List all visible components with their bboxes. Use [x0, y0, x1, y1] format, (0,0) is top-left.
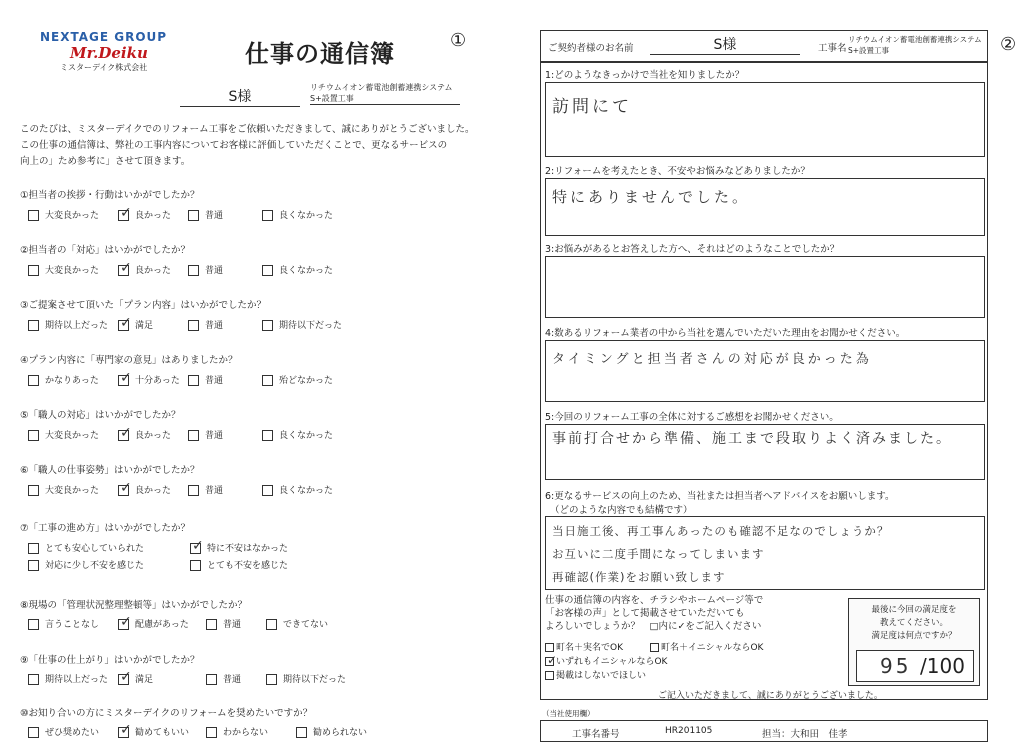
check-mark-icon: ✓ — [192, 538, 204, 554]
option — [118, 722, 190, 738]
option — [118, 315, 154, 331]
option — [28, 483, 99, 496]
check-mark-icon: ✓ — [120, 315, 132, 331]
intro-line: この仕事の通信簿は、弊社の工事内容についてお客様に評価していただくことで、更なるサービスの — [20, 140, 448, 151]
option — [188, 318, 223, 331]
option — [118, 614, 189, 630]
checkbox[interactable] — [545, 671, 554, 680]
project-name: リチウムイオン蓄電池創蓄連携システムS+設置工事 — [310, 82, 460, 105]
check-mark-icon: ✓ — [120, 370, 132, 386]
thanks-text: ご記入いただきまして、誠にありがとうございました。 — [658, 691, 883, 701]
option-label: 勧められない — [313, 728, 368, 738]
option-label: 殆どなかった — [279, 376, 334, 386]
q5-label: 5:今回のリフォーム工事の全体に対するご感想をお聞かせください。 — [545, 412, 839, 423]
checkbox[interactable] — [188, 320, 199, 331]
satisfaction-label — [852, 604, 976, 643]
checkbox[interactable] — [190, 538, 204, 554]
q1-answer: 訪問にて — [552, 97, 632, 117]
option — [188, 208, 223, 221]
intro-line: このたびは、ミスターデイクでのリフォーム工事をご依頼いただきまして、誠にありがとうございました。 — [20, 124, 475, 135]
option — [262, 318, 342, 331]
question-label: ⑧現場の「管理状況整理整頓等」はいかがでしたか？ — [20, 600, 248, 611]
option-label: 大変良かった — [45, 486, 100, 496]
page-number-1: ① — [450, 30, 467, 51]
option-label: 大変良かった — [45, 211, 100, 221]
option — [206, 672, 241, 685]
checkbox[interactable] — [118, 260, 132, 276]
office-use-label: （当社使用欄） — [542, 709, 595, 718]
option-label: 良かった — [135, 266, 172, 276]
option-label: 普通 — [205, 486, 224, 496]
right-customer-name: S様 — [650, 34, 800, 55]
checkbox[interactable] — [262, 320, 273, 331]
checkbox[interactable] — [28, 560, 39, 571]
option-label: わからない — [223, 728, 269, 738]
checkbox[interactable] — [262, 375, 273, 386]
score-value: 95 — [880, 654, 912, 678]
checkbox[interactable] — [188, 430, 199, 441]
checkbox[interactable] — [28, 619, 39, 630]
checkbox[interactable] — [188, 485, 199, 496]
checkbox[interactable] — [545, 653, 558, 667]
question-label: ⑥「職人の仕事姿勢」はいかがでしたか？ — [20, 465, 200, 476]
q4-label: 4:数あるリフォーム業者の中から当社を選んでいただいた理由をお聞かせください。 — [545, 328, 906, 339]
nextage-logo: NEXTAGE GROUP — [40, 30, 168, 44]
intro-line: 向上の」ため参考に」させて頂きます。 — [20, 156, 191, 167]
checkbox[interactable] — [206, 727, 217, 738]
check-mark-icon: ✓ — [120, 205, 132, 221]
option — [28, 541, 144, 554]
checkbox[interactable] — [262, 485, 273, 496]
check-mark-icon: ✓ — [120, 260, 132, 276]
check-mark-icon: ✓ — [120, 425, 132, 441]
checkbox[interactable] — [545, 643, 554, 652]
option — [188, 428, 223, 441]
checkbox[interactable] — [118, 480, 132, 496]
checkbox[interactable] — [266, 619, 277, 630]
staff-name: 担当：大和田 佳孝 — [762, 729, 848, 740]
intro-text — [20, 122, 474, 170]
option-label: 期待以上だった — [45, 675, 109, 685]
page-number-2: ② — [1000, 34, 1017, 55]
question-label: ⑦「工事の進め方」はいかがでしたか？ — [20, 523, 191, 534]
option — [190, 538, 289, 554]
q4-answer: タイミングと担当者さんの対応が良かった為 — [552, 352, 872, 367]
question-label: ⑤「職人の対応」はいかがでしたか？ — [20, 410, 181, 421]
option-label: 良くなかった — [279, 266, 334, 276]
option-label: 良くなかった — [279, 431, 334, 441]
checkbox[interactable] — [28, 320, 39, 331]
option-label: ぜひ奨めたい — [45, 728, 100, 738]
option-label: 満足 — [135, 675, 154, 685]
checkbox[interactable] — [28, 430, 39, 441]
checkbox[interactable] — [190, 560, 201, 571]
check-mark-icon: ✓ — [120, 669, 132, 685]
option-label: 普通 — [223, 675, 242, 685]
option — [266, 617, 328, 630]
satisfaction-line: 教えてください。 — [879, 618, 948, 628]
checkbox[interactable] — [188, 375, 199, 386]
question-label: ③ご提案させて頂いた「プラン内容」はいかがでしたか？ — [20, 300, 267, 311]
option-label: 良くなかった — [279, 211, 334, 221]
checkbox[interactable] — [206, 674, 217, 685]
satisfaction-line: 最後に今回の満足度を — [871, 605, 957, 615]
checkbox[interactable] — [118, 370, 132, 386]
option — [118, 205, 172, 221]
q6-answer-line: 当日施工後、再工事んあったのも確認不足なのでしょうか？ — [552, 524, 890, 538]
checkbox[interactable] — [188, 210, 199, 221]
checkbox[interactable] — [118, 205, 132, 221]
question-label: ⑩お知り合いの方にミスターデイクのリフォームを奨めたいですか？ — [20, 708, 313, 719]
option-label: とても安心していられた — [45, 544, 145, 554]
publish-option — [545, 668, 646, 681]
publish-option — [545, 640, 623, 653]
publish-line: よろしいでしょうか？ □内に✓をご記入ください — [545, 621, 762, 632]
checkbox[interactable] — [28, 727, 39, 738]
question-label: ⑨「仕事の仕上がり」はいかがでしたか？ — [20, 655, 200, 666]
checkbox[interactable] — [28, 375, 39, 386]
publish-option — [650, 640, 763, 653]
q6-note: （どのような内容でも結構です） — [550, 505, 693, 516]
publish-option — [545, 654, 667, 667]
work-label: 工事名 — [818, 43, 847, 54]
checkbox[interactable] — [262, 265, 273, 276]
option — [262, 373, 333, 386]
publish-line: 「お客様の声」として掲載させていただいても — [545, 608, 745, 619]
option-label: 普通 — [205, 266, 224, 276]
question-label: ①担当者の挨拶・行動はいかがでしたか？ — [20, 190, 200, 201]
option — [206, 617, 241, 630]
option-label: かなりあった — [45, 376, 99, 386]
q3-label: 3:お悩みがあるとお答えした方へ、それはどのようなことでしたか？ — [545, 244, 840, 255]
option-label: 普通 — [223, 620, 242, 630]
option-label: 良かった — [135, 486, 172, 496]
option — [28, 208, 99, 221]
q6-label: 6:更なるサービスの向上のため、当社または担当者へアドバイスをお願いします。 — [545, 491, 895, 502]
option — [118, 425, 172, 441]
option — [188, 483, 223, 496]
checkbox[interactable] — [118, 425, 132, 441]
question-label: ②担当者の「対応」はいかがでしたか？ — [20, 245, 191, 256]
option-label: 配慮があった — [135, 620, 189, 630]
checkbox[interactable] — [28, 210, 39, 221]
option-label: 言うことなし — [45, 620, 100, 630]
option-label: 十分あった — [135, 376, 180, 386]
company-name: ミスターデイク株式会社 — [60, 63, 148, 72]
option-label: 特に不安はなかった — [207, 544, 289, 554]
q2-label: 2:リフォームを考えたとき、不安やお悩みなどありましたか？ — [545, 166, 810, 177]
option — [118, 260, 172, 276]
option-label: 良くなかった — [279, 486, 334, 496]
option — [28, 672, 108, 685]
option — [262, 483, 333, 496]
q5-answer: 事前打合せから準備、施工まで段取りよく済みました。 — [552, 431, 952, 447]
option-label: 普通 — [205, 376, 224, 386]
option — [262, 428, 333, 441]
checkbox[interactable] — [206, 619, 217, 630]
option — [28, 617, 99, 630]
publish-line: 仕事の通信簿の内容を、チラシやホームページ等で — [545, 595, 764, 606]
option — [28, 558, 144, 571]
option-label: 期待以上だった — [45, 321, 109, 331]
checkbox[interactable] — [28, 265, 39, 276]
option — [262, 208, 333, 221]
score-max: /100 — [920, 654, 965, 678]
work-number-label: 工事名番号 — [572, 729, 620, 740]
checkbox[interactable] — [118, 614, 132, 630]
checkbox[interactable] — [262, 210, 273, 221]
checkbox[interactable] — [266, 674, 277, 685]
option-label: 満足 — [135, 321, 154, 331]
option-label: 期待以下だった — [279, 321, 343, 331]
check-mark-icon: ✓ — [547, 653, 558, 667]
satisfaction-line: 満足度は何点ですか？ — [871, 631, 957, 641]
option-label: 普通 — [205, 211, 224, 221]
checkbox[interactable] — [118, 315, 132, 331]
check-mark-icon: ✓ — [120, 722, 132, 738]
checkbox[interactable] — [118, 669, 132, 685]
customer-name: S様 — [180, 86, 300, 107]
checkbox[interactable] — [28, 674, 39, 685]
option-label: とても不安を感じた — [207, 561, 289, 571]
option — [262, 263, 333, 276]
q6-answer — [552, 520, 889, 589]
option — [188, 373, 223, 386]
name-label: ご契約者様のお名前 — [548, 43, 634, 54]
option — [188, 263, 223, 276]
option-label: 良かった — [135, 431, 172, 441]
option-label: 大変良かった — [45, 266, 100, 276]
q6-answer-line: お互いに二度手間になってしまいます — [552, 547, 765, 561]
option — [28, 318, 108, 331]
option — [28, 725, 99, 738]
option-label: 普通 — [205, 431, 224, 441]
q6-answer-line: 再確認(作業)をお願い致します — [552, 570, 726, 584]
publish-option-label: 町名＋実名でOK — [556, 643, 623, 653]
option-label: 普通 — [205, 321, 224, 331]
option-label: 大変良かった — [45, 431, 100, 441]
publish-question — [545, 594, 763, 633]
checkbox[interactable] — [28, 543, 39, 554]
option — [206, 725, 268, 738]
checkbox[interactable] — [262, 430, 273, 441]
work-number-value: HR201105 — [665, 726, 713, 736]
option — [190, 558, 288, 571]
option — [266, 672, 346, 685]
publish-option-label: 掲載はしないでほしい — [556, 671, 647, 681]
checkbox[interactable] — [118, 722, 132, 738]
option — [28, 263, 99, 276]
option-label: 期待以下だった — [283, 675, 347, 685]
page-title: 仕事の通信簿 — [245, 40, 395, 68]
q1-label: 1:どのようなきっかけで当社を知りましたか？ — [545, 70, 745, 81]
option-label: 良かった — [135, 211, 172, 221]
option — [118, 669, 154, 685]
option — [28, 373, 99, 386]
question-label: ④プラン内容に「専門家の意見」はありましたか？ — [20, 355, 238, 366]
option-label: できてない — [283, 620, 329, 630]
checkbox[interactable] — [28, 485, 39, 496]
option — [296, 725, 367, 738]
brand-logo: Mr.Deiku — [70, 44, 148, 62]
q3-answer-box — [545, 256, 985, 318]
checkbox[interactable] — [650, 643, 659, 652]
checkbox[interactable] — [188, 265, 199, 276]
option — [118, 480, 172, 496]
checkbox[interactable] — [296, 727, 307, 738]
check-mark-icon: ✓ — [120, 480, 132, 496]
option-label: 勧めてもいい — [135, 728, 190, 738]
right-work-name: リチウムイオン蓄電池創蓄連携システムS+設置工事 — [848, 35, 982, 55]
logo — [40, 30, 240, 73]
option — [28, 428, 99, 441]
check-mark-icon: ✓ — [120, 614, 132, 630]
q2-answer: 特にありませんでした。 — [552, 188, 751, 206]
option — [118, 370, 180, 386]
publish-option-label: いずれもイニシャルならOK — [556, 657, 668, 667]
option-label: 対応に少し不安を感じた — [45, 561, 145, 571]
publish-option-label: 町名＋イニシャルならOK — [661, 643, 764, 653]
